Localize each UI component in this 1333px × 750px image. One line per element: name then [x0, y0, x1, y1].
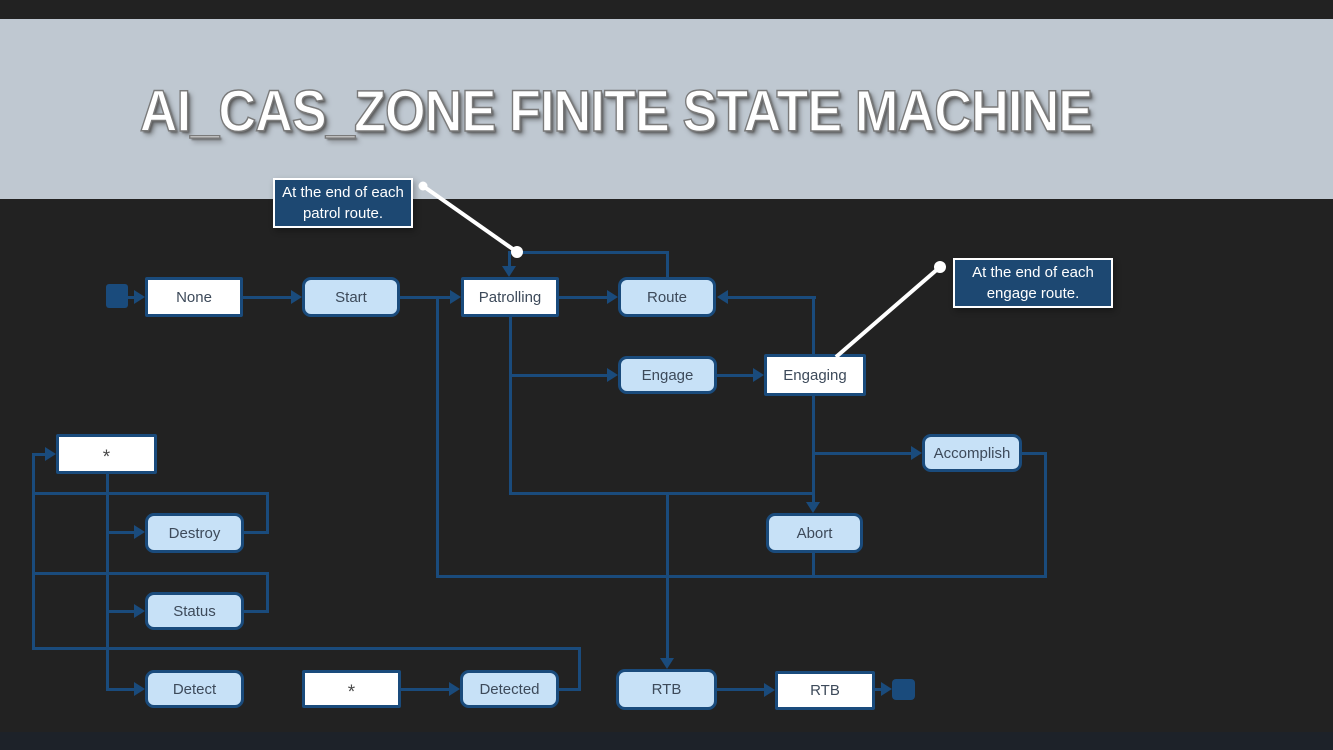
connector-line	[32, 453, 35, 649]
connector-line	[812, 395, 815, 503]
state-patrolling	[461, 277, 559, 317]
arrowhead-icon	[291, 290, 302, 304]
node-label: RTB	[651, 681, 682, 698]
connector-line	[509, 374, 608, 377]
node-label: Detected	[479, 680, 540, 698]
arrowhead-icon	[607, 290, 618, 304]
node-label: None	[176, 288, 212, 306]
connector-line	[717, 688, 764, 691]
connector-line	[401, 688, 449, 691]
arrowhead-icon	[881, 682, 892, 696]
final-state-icon	[892, 679, 915, 700]
arrowhead-icon	[134, 682, 145, 696]
callout-patrol-route	[273, 178, 413, 228]
connector-line	[509, 317, 512, 495]
state-none	[145, 277, 243, 317]
arrowhead-icon	[134, 525, 145, 539]
connector-line	[266, 492, 269, 534]
event-accomplish	[922, 434, 1022, 472]
node-label: *	[347, 682, 356, 703]
arrowhead-icon	[717, 290, 728, 304]
connector-line	[107, 531, 135, 534]
node-label: Detect	[172, 680, 217, 698]
connector-line	[32, 647, 581, 650]
initial-state-icon	[106, 284, 128, 308]
connector-line	[717, 374, 753, 377]
arrowhead-icon	[449, 682, 460, 696]
connector-line	[509, 492, 815, 495]
arrowhead-icon	[607, 368, 618, 382]
connector-line	[107, 610, 135, 613]
event-start	[302, 277, 400, 317]
arrowhead-icon	[764, 683, 775, 697]
arrowhead-icon	[806, 502, 820, 513]
event-rtb	[616, 669, 717, 710]
callout-text: At the end of each patrol route.	[282, 184, 404, 222]
connector-line	[106, 474, 109, 691]
connector-line	[400, 296, 452, 299]
arrowhead-icon	[134, 604, 145, 618]
event-engage	[618, 356, 717, 394]
node-label: Destroy	[168, 524, 221, 542]
node-label: Route	[646, 288, 688, 306]
connector-line	[243, 296, 293, 299]
connector-line	[666, 251, 669, 278]
connector-line	[32, 492, 269, 495]
connector-line	[508, 251, 669, 254]
event-route	[618, 277, 716, 317]
arrowhead-icon	[502, 266, 516, 277]
event-abort	[766, 513, 863, 553]
callout-text: At the end of each engage route.	[972, 264, 1094, 302]
node-label: Abort	[796, 524, 833, 542]
event-status	[145, 592, 244, 630]
node-label: Engage	[641, 366, 694, 384]
state-rtb	[775, 671, 875, 710]
connector-line	[813, 452, 912, 455]
state-any-bottom	[302, 670, 401, 708]
connector-line	[107, 688, 135, 691]
connector-line	[1022, 452, 1047, 455]
node-label: *	[102, 447, 111, 468]
node-label: Start	[335, 288, 367, 306]
bottom-bar	[0, 732, 1333, 750]
connector-line	[578, 647, 581, 691]
connector-line	[812, 296, 815, 355]
page-title: AI_CAS_ZONE FINITE STATE MACHINE	[139, 79, 1093, 144]
node-label: Engaging	[783, 366, 847, 384]
connector-line	[812, 553, 815, 578]
arrowhead-icon	[134, 290, 145, 304]
event-detect	[145, 670, 244, 708]
arrowhead-icon	[753, 368, 764, 382]
connector-line	[559, 296, 608, 299]
arrowhead-icon	[660, 658, 674, 669]
state-engaging	[764, 354, 866, 396]
arrowhead-icon	[45, 447, 56, 461]
event-detected	[460, 670, 559, 708]
state-any-top	[56, 434, 157, 474]
connector-line	[1044, 452, 1047, 578]
arrowhead-icon	[450, 290, 461, 304]
callout-engage-route	[953, 258, 1113, 308]
node-label: Accomplish	[933, 444, 1011, 462]
node-label: RTB	[810, 682, 840, 699]
connector-line	[32, 572, 269, 575]
event-destroy	[145, 513, 244, 553]
node-label: Status	[173, 602, 216, 620]
connector-line	[508, 251, 511, 267]
connector-line	[436, 575, 1047, 578]
arrowhead-icon	[911, 446, 922, 460]
connector-line	[728, 296, 816, 299]
connector-line	[436, 296, 439, 578]
node-label: Patrolling	[478, 288, 542, 306]
connector-line	[32, 453, 46, 456]
connector-line	[266, 572, 269, 613]
